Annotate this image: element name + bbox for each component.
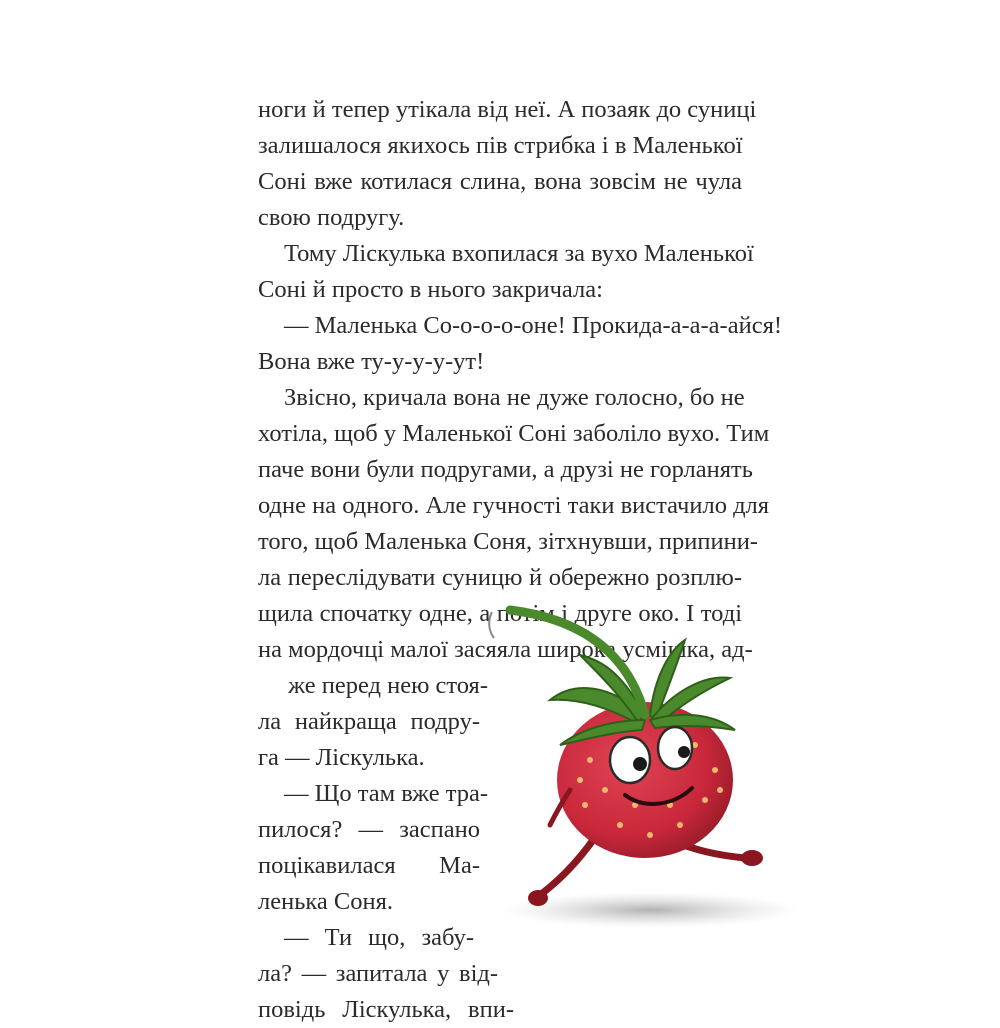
text-line: — Ти що, забу- — [284, 924, 474, 951]
text-line: ла переслідувати суницю й обережно розплю- — [258, 564, 742, 591]
text-line: повідь Ліскулька, впи- — [258, 996, 514, 1023]
text-line: га — Ліскулька. — [258, 744, 425, 771]
text-line: Тому Ліскулька вхопилася за вухо Маленької — [284, 240, 754, 267]
text-line: ла найкраща подру- — [258, 708, 480, 735]
text-line: щила спочатку одне, а потім і друге око. І тоді — [258, 600, 742, 627]
text-line: — Маленька Со-о-о-о-оне! Прокида-а-а-а-айся! — [284, 312, 783, 339]
text-line: Соні й просто в нього закричала: — [258, 276, 603, 303]
text-line: одне на одного. Але гучності таки вистачило для — [258, 492, 770, 519]
text-line: на мордочці малої засяяла широка усмішка, ад- — [258, 636, 753, 663]
text-line: залишалося якихось пів стрибка і в Маленької — [258, 132, 743, 159]
text-line: того, щоб Маленька Соня, зітхнувши, припини- — [258, 528, 758, 555]
text-line: ноги й тепер утікала від неї. А позаяк до суниці — [258, 96, 757, 123]
text-line: же перед нею стоя- — [288, 672, 488, 699]
text-line: — Що там вже тра- — [284, 780, 488, 807]
strawberry-character-icon — [480, 590, 810, 940]
text-line: пилося? — заспано — [258, 816, 480, 843]
text-line: ла? — запитала у від- — [258, 960, 498, 987]
text-line: свою подругу. — [258, 204, 405, 231]
text-line: Вона вже ту-у-у-у-ут! — [258, 348, 485, 375]
text-line: Звісно, кричала вона не дуже голосно, бо не — [284, 384, 745, 411]
text-line: ленька Соня. — [258, 888, 394, 915]
text-line: поцікавилася Ма- — [258, 852, 480, 879]
text-line: Соні вже котилася слина, вона зовсім не чула — [258, 168, 742, 195]
text-line: паче вони були подругами, а друзі не горланять — [258, 456, 753, 483]
text-line: хотіла, щоб у Маленької Соні заболіло вухо. Тим — [258, 420, 770, 447]
